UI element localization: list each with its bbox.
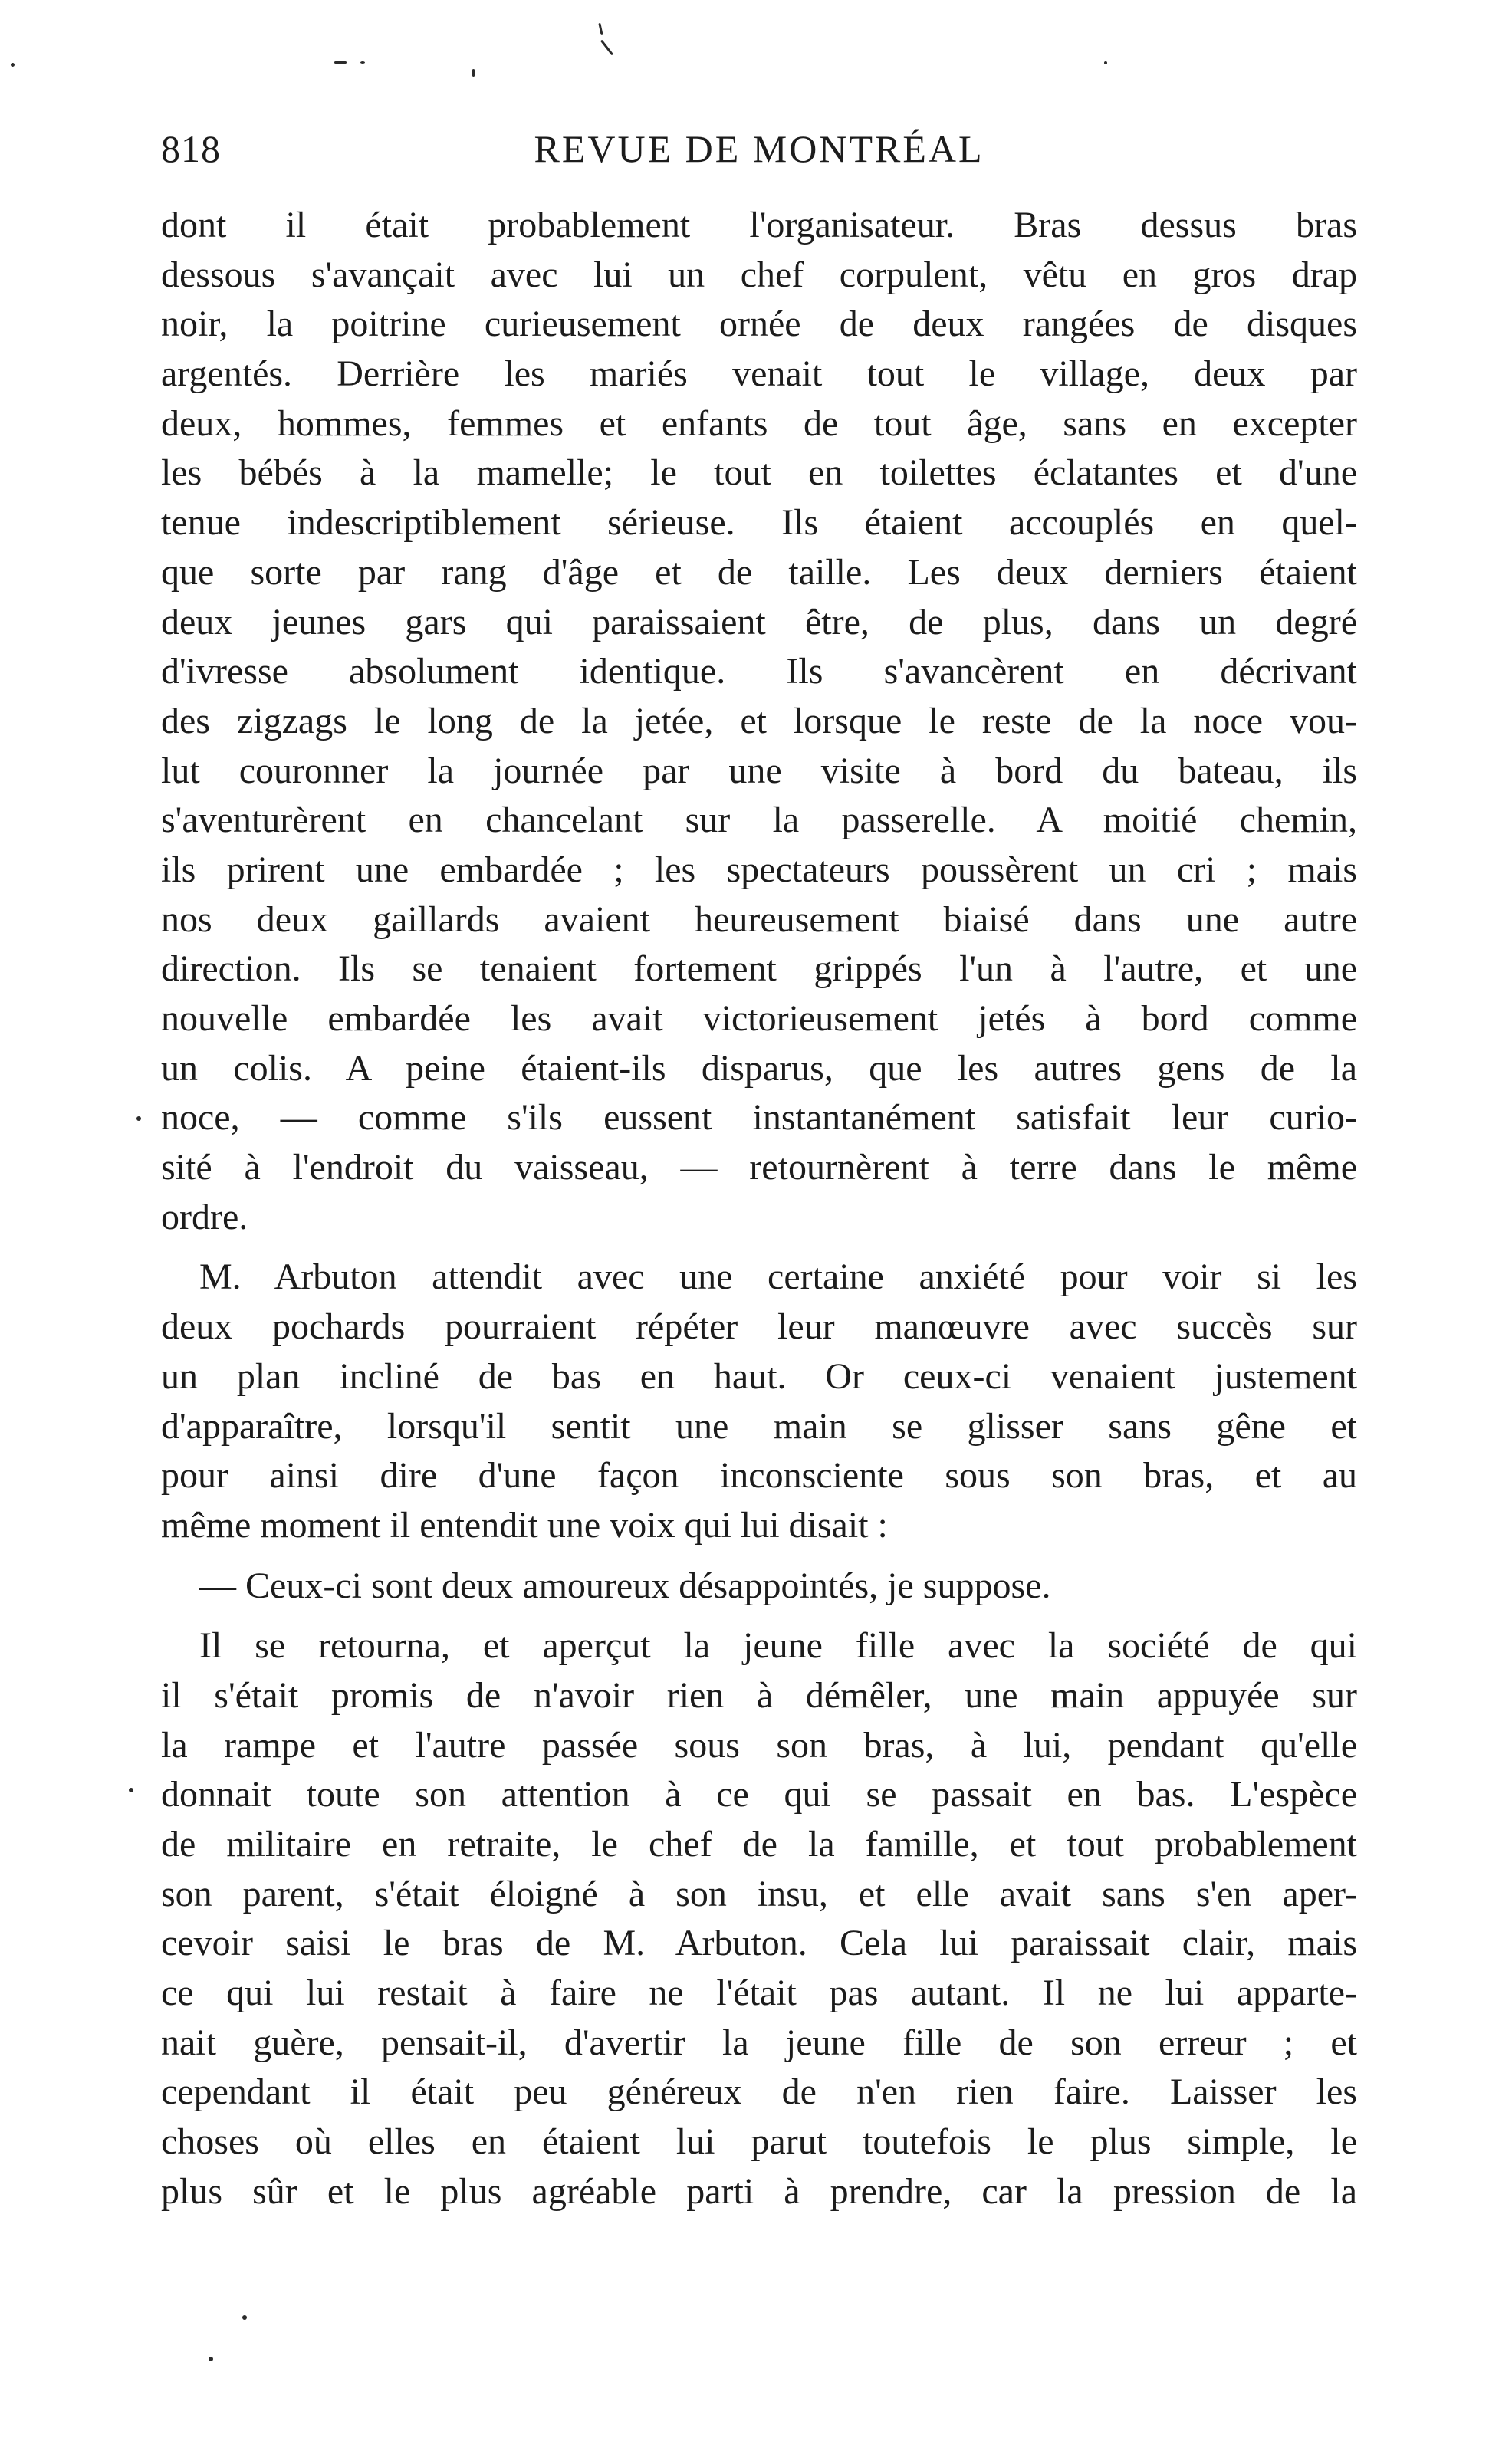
ink-speck [334,61,347,64]
text-line: ils prirent une embardée ; les spectateurs poussèrent un cri ; mais [161,849,1357,890]
ink-speck [136,1116,141,1121]
text-line: donnait toute son attention à ce qui se passait en bas. L'espèce [161,1774,1357,1815]
text-line: plus sûr et le plus agréable parti à prendre, car la pression de la [161,2170,1357,2212]
text-line: cependant il était peu généreux de n'en rien faire. Laisser les [161,2071,1357,2113]
text-line: ordre. [161,1196,248,1237]
text-line: la rampe et l'autre passée sous son bras, à lui, pendant qu'elle [161,1724,1357,1766]
paragraph-2 [161,1253,1357,1550]
text-line: deux, hommes, femmes et enfants de tout âge, sans en excepter [161,402,1357,444]
text-line: Il se retourna, et aperçut la jeune fille avec la société de qui [199,1625,1357,1667]
text-line: sité à l'endroit du vaisseau, — retournèrent à terre dans le même [161,1147,1357,1188]
text-line: que sorte par rang d'âge et de taille. Les deux derniers étaient [161,551,1357,593]
text-line: dont il était probablement l'organisateur. Bras dessus bras [161,205,1357,245]
body-text [161,201,1357,2217]
text-line: les bébés à la mamelle; le tout en toilettes éclatantes et d'une [161,452,1357,494]
text-line: deux jeunes gars qui paraissaient être, de plus, dans un degré [161,601,1357,642]
paragraph-3 [161,1562,1357,1611]
ink-speck [209,2357,213,2361]
text-line: noce, — comme s'ils eussent instantanément satisfait leur curio- [161,1097,1357,1138]
ink-speck [600,40,613,56]
text-line: direction. Ils se tenaient fortement grippés l'un à l'autre, et une [161,948,1357,990]
text-line: un colis. A peine étaient-ils disparus, que les autres gens de la [161,1047,1357,1089]
text-line: deux pochards pourraient répéter leur manœuvre avec succès sur [161,1306,1357,1348]
text-line: il s'était promis de n'avoir rien à démêler, une main appuyée sur [161,1674,1357,1716]
text-line: d'apparaître, lorsqu'il sentit une main se glisser sans gêne et [161,1405,1357,1447]
text-line: son parent, s'était éloigné à son insu, et elle avait sans s'en aper- [161,1873,1357,1914]
text-line: dessous s'avançait avec lui un chef corpulent, vêtu en gros drap [161,254,1357,295]
running-title: REVUE DE MONTRÉAL [534,127,984,170]
ink-speck [129,1788,133,1792]
text-line: tenue indescriptiblement sérieuse. Ils étaient accouplés en quel- [161,502,1357,544]
ink-speck [598,23,603,35]
text-line: argentés. Derrière les mariés venait tout le village, deux par [161,353,1357,395]
text-line: choses où elles en étaient lui parut toutefois le plus simple, le [161,2121,1357,2163]
text-line: même moment il entendit une voix qui lui disait : [161,1504,888,1546]
ink-speck [11,63,15,67]
page-header [161,126,1357,180]
text-line: nos deux gaillards avaient heureusement biaisé dans une autre [161,899,1357,940]
text-line: un plan incliné de bas en haut. Or ceux-ci venaient justement [161,1355,1357,1397]
text-line: s'aventurèrent en chancelant sur la passerelle. A moitié chemin, [161,800,1357,841]
text-line: de militaire en retraite, le chef de la famille, et tout probablement [161,1824,1357,1864]
text-line: pour ainsi dire d'une façon inconsciente sous son bras, et au [161,1455,1357,1496]
paragraph-4 [161,1621,1357,2216]
text-line: d'ivresse absolument identique. Ils s'avancèrent en décrivant [161,651,1357,692]
ink-speck [360,61,365,64]
text-line: cevoir saisi le bras de M. Arbuton. Cela lui paraissait clair, mais [161,1923,1357,1964]
text-line: nait guère, pensait-il, d'avertir la jeune fille de son erreur ; et [161,2022,1357,2063]
text-line: lut couronner la journée par une visite à bord du bateau, ils [161,750,1357,791]
text-line: M. Arbuton attendit avec une certaine anxiété pour voir si les [199,1257,1357,1298]
page-number: 818 [161,127,221,170]
text-line: ce qui lui restait à faire ne l'était pas autant. Il ne lui apparte- [161,1973,1357,2014]
text-line: des zigzags le long de la jetée, et lorsque le reste de la noce vou- [161,700,1357,741]
text-line: nouvelle embardée les avait victorieusement jetés à bord comme [161,998,1357,1039]
text-line: — Ceux-ci sont deux amoureux désappointés, je suppose. [199,1565,1051,1606]
paragraph-1 [161,201,1357,1242]
ink-speck [1104,61,1107,64]
ink-speck [242,2315,247,2320]
ink-speck [472,69,475,77]
text-line: noir, la poitrine curieusement ornée de deux rangées de disques [161,304,1357,345]
